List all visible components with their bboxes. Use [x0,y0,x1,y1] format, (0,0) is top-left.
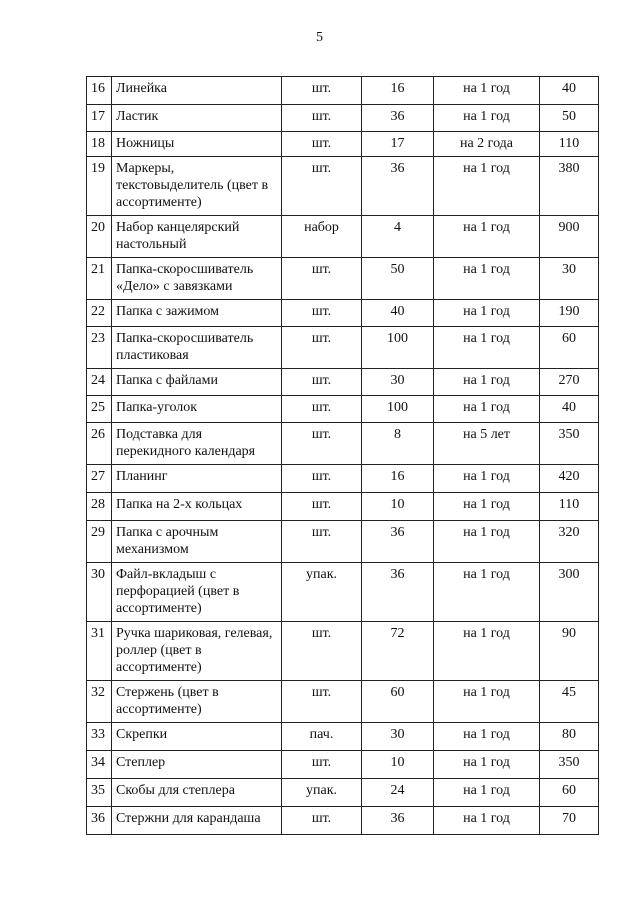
quantity-cell: 36 [362,807,434,835]
item-name-cell: Линейка [112,77,282,105]
num-cell: 34 [87,751,112,779]
item-name-cell: Стержень (цвет в ассортименте) [112,681,282,723]
quantity-cell: 36 [362,105,434,132]
price-cell: 900 [540,216,599,258]
num-cell: 35 [87,779,112,807]
page-number: 5 [316,30,323,45]
table-row [87,157,599,216]
unit-cell: шт. [282,300,362,327]
unit-cell: шт. [282,77,362,105]
item-name-cell: Степлер [112,751,282,779]
price-cell: 190 [540,300,599,327]
item-name-cell: Стержни для карандаша [112,807,282,835]
table-row [87,423,599,465]
num-cell: 36 [87,807,112,835]
price-cell: 50 [540,105,599,132]
price-cell: 80 [540,723,599,751]
period-cell: на 1 год [434,622,540,681]
item-name-cell: Папка-скоросшиватель «Дело» с завязками [112,258,282,300]
quantity-cell: 8 [362,423,434,465]
table-row [87,132,599,157]
num-cell: 19 [87,157,112,216]
table-row [87,216,599,258]
num-cell: 18 [87,132,112,157]
quantity-cell: 10 [362,751,434,779]
unit-cell: шт. [282,465,362,493]
period-cell: на 1 год [434,369,540,396]
num-cell: 25 [87,396,112,423]
price-cell: 350 [540,423,599,465]
unit-cell: шт. [282,493,362,521]
table-row [87,751,599,779]
item-name-cell: Файл-вкладыш с перфорацией (цвет в ассортименте) [112,563,282,622]
num-cell: 33 [87,723,112,751]
quantity-cell: 100 [362,396,434,423]
table-row [87,563,599,622]
period-cell: на 1 год [434,327,540,369]
num-cell: 29 [87,521,112,563]
table-row [87,327,599,369]
unit-cell: шт. [282,807,362,835]
period-cell: на 1 год [434,77,540,105]
period-cell: на 1 год [434,723,540,751]
quantity-cell: 60 [362,681,434,723]
table-row [87,807,599,835]
item-name-cell: Папка с файлами [112,369,282,396]
table-row [87,779,599,807]
item-name-cell: Папка-уголок [112,396,282,423]
num-cell: 23 [87,327,112,369]
quantity-cell: 16 [362,77,434,105]
price-cell: 420 [540,465,599,493]
period-cell: на 1 год [434,681,540,723]
unit-cell: пач. [282,723,362,751]
unit-cell: шт. [282,327,362,369]
quantity-cell: 72 [362,622,434,681]
unit-cell: шт. [282,751,362,779]
num-cell: 22 [87,300,112,327]
quantity-cell: 100 [362,327,434,369]
num-cell: 28 [87,493,112,521]
table-row [87,493,599,521]
price-cell: 40 [540,77,599,105]
item-name-cell: Папка с зажимом [112,300,282,327]
item-name-cell: Скрепки [112,723,282,751]
table-row [87,723,599,751]
period-cell: на 2 года [434,132,540,157]
table-row [87,258,599,300]
unit-cell: шт. [282,369,362,396]
price-cell: 40 [540,396,599,423]
price-cell: 320 [540,521,599,563]
period-cell: на 1 год [434,751,540,779]
unit-cell: шт. [282,423,362,465]
table-row [87,300,599,327]
item-name-cell: Ластик [112,105,282,132]
table-body [87,77,599,835]
num-cell: 32 [87,681,112,723]
price-cell: 380 [540,157,599,216]
table-row [87,105,599,132]
item-name-cell: Папка-скоросшиватель пластиковая [112,327,282,369]
quantity-cell: 24 [362,779,434,807]
item-name-cell: Ножницы [112,132,282,157]
table-row [87,369,599,396]
table-row [87,521,599,563]
period-cell: на 1 год [434,493,540,521]
price-cell: 270 [540,369,599,396]
item-name-cell: Маркеры, текстовыделитель (цвет в ассортименте) [112,157,282,216]
unit-cell: шт. [282,157,362,216]
num-cell: 20 [87,216,112,258]
table-row [87,681,599,723]
num-cell: 30 [87,563,112,622]
unit-cell: упак. [282,779,362,807]
quantity-cell: 16 [362,465,434,493]
unit-cell: шт. [282,258,362,300]
num-cell: 21 [87,258,112,300]
quantity-cell: 50 [362,258,434,300]
unit-cell: шт. [282,622,362,681]
table-row [87,396,599,423]
price-cell: 90 [540,622,599,681]
unit-cell: шт. [282,521,362,563]
quantity-cell: 36 [362,157,434,216]
quantity-cell: 40 [362,300,434,327]
unit-cell: шт. [282,105,362,132]
item-name-cell: Папка на 2-х кольцах [112,493,282,521]
item-name-cell: Подставка для перекидного календаря [112,423,282,465]
period-cell: на 5 лет [434,423,540,465]
period-cell: на 1 год [434,465,540,493]
period-cell: на 1 год [434,563,540,622]
period-cell: на 1 год [434,105,540,132]
item-name-cell: Ручка шариковая, гелевая, роллер (цвет в ассортименте) [112,622,282,681]
quantity-cell: 10 [362,493,434,521]
num-cell: 16 [87,77,112,105]
period-cell: на 1 год [434,216,540,258]
period-cell: на 1 год [434,779,540,807]
period-cell: на 1 год [434,157,540,216]
quantity-cell: 30 [362,723,434,751]
num-cell: 17 [87,105,112,132]
num-cell: 31 [87,622,112,681]
num-cell: 27 [87,465,112,493]
period-cell: на 1 год [434,807,540,835]
period-cell: на 1 год [434,521,540,563]
item-name-cell: Планинг [112,465,282,493]
period-cell: на 1 год [434,300,540,327]
price-cell: 60 [540,779,599,807]
period-cell: на 1 год [434,396,540,423]
num-cell: 26 [87,423,112,465]
unit-cell: шт. [282,132,362,157]
item-name-cell: Набор канцелярский настольный [112,216,282,258]
quantity-cell: 4 [362,216,434,258]
price-cell: 110 [540,132,599,157]
quantity-cell: 36 [362,521,434,563]
quantity-cell: 17 [362,132,434,157]
supplies-table [86,76,599,835]
table-row [87,77,599,105]
table-row [87,465,599,493]
unit-cell: набор [282,216,362,258]
price-cell: 110 [540,493,599,521]
unit-cell: упак. [282,563,362,622]
unit-cell: шт. [282,681,362,723]
item-name-cell: Скобы для степлера [112,779,282,807]
price-cell: 350 [540,751,599,779]
quantity-cell: 36 [362,563,434,622]
num-cell: 24 [87,369,112,396]
price-cell: 45 [540,681,599,723]
quantity-cell: 30 [362,369,434,396]
price-cell: 300 [540,563,599,622]
price-cell: 60 [540,327,599,369]
table-row [87,622,599,681]
price-cell: 30 [540,258,599,300]
item-name-cell: Папка с арочным механизмом [112,521,282,563]
unit-cell: шт. [282,396,362,423]
period-cell: на 1 год [434,258,540,300]
price-cell: 70 [540,807,599,835]
